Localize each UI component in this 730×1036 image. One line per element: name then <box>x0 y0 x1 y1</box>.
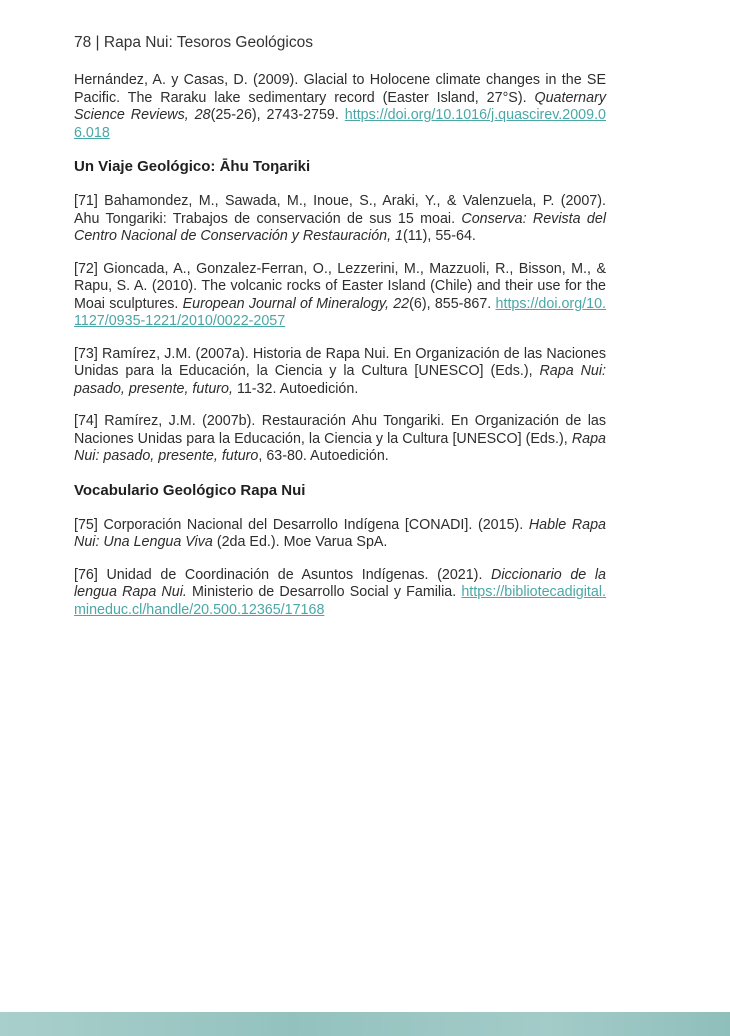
references-content <box>74 72 606 634</box>
reference-73 <box>74 346 606 399</box>
reference-doi-link[interactable]: https://doi.org/10.1127/0935-1221/2010/0022-2057 <box>74 295 606 329</box>
reference-text: [71] Bahamondez, M., Sawada, M., Inoue, S., Araki, Y., & Valenzuela, P. (2007). Ahu Tongariki: Trabajos de conservación de sus 15 moai. <box>74 193 606 227</box>
reference-book-title: Rapa Nui: pasado, presente, futuro <box>74 430 606 464</box>
reference-text: [72] Gioncada, A., Gonzalez-Ferran, O., Lezzerini, M., Mazzuoli, R., Bisson, M., & Rapu, S. A. (2010). The volcanic rocks of Easter Island (Chile) and their use for the Moai sculptures. <box>74 260 606 312</box>
reference-text: Hernández, A. y Casas, D. (2009). Glacial to Holocene climate changes in the SE Pacific. The Raraku lake sedimentary record (Easter Island, 27°S). <box>74 72 606 106</box>
reference-71 <box>74 193 606 246</box>
reference-book-title: Rapa Nui: pasado, presente, futuro, <box>74 363 607 397</box>
reference-journal: Quaternary Science Reviews, 28 <box>74 89 606 123</box>
reference-publisher: Ministerio de Desarrollo Social y Familia. <box>186 584 462 600</box>
section-title-ahu-tongariki: Un Viaje Geológico: Āhu Toŋariki <box>74 158 311 175</box>
reference-74 <box>74 413 606 466</box>
reference-76 <box>74 567 606 620</box>
reference-pages: 11-32. Autoedición. <box>232 380 359 397</box>
reference-book-title: Diccionario de la lengua Rapa Nui. <box>74 566 606 600</box>
footer-decorative-band <box>0 1012 730 1036</box>
reference-pages: (25-26), 2743-2759. <box>210 107 345 123</box>
reference-journal: European Journal of Mineralogy, 22 <box>182 295 410 312</box>
reference-text: [73] Ramírez, J.M. (2007a). Historia de Rapa Nui. En Organización de las Naciones Unidas para la Educación, la Ciencia y la Cultura [UNESCO] (Eds.), <box>74 345 606 379</box>
reference-doi-link[interactable]: https://doi.org/10.1016/j.quascirev.2009.06.018 <box>74 107 606 141</box>
reference-text: [76] Unidad de Coordinación de Asuntos Indígenas. (2021). <box>74 566 492 583</box>
reference-pages: , 63-80. Autoedición. <box>258 448 389 464</box>
reference-75 <box>74 517 606 552</box>
reference-book-title: Hable Rapa Nui: Una Lengua Viva <box>74 516 606 550</box>
reference-journal: Conserva: Revista del Centro Nacional de Conservación y Restauración, 1 <box>74 210 606 244</box>
section-title-vocabulario: Vocabulario Geológico Rapa Nui <box>74 481 306 499</box>
reference-pages: (11), 55-64. <box>403 228 476 244</box>
reference-hernandez <box>74 72 606 142</box>
reference-text: [74] Ramírez, J.M. (2007b). Restauración Ahu Tongariki. En Organización de las Naciones Unidas para la Educación, la Ciencia y la Cultura [UNESCO] (Eds.), <box>74 413 606 447</box>
reference-url-link[interactable]: https://bibliotecadigital.mineduc.cl/handle/20.500.12365/17168 <box>74 584 606 618</box>
reference-72 <box>74 261 606 331</box>
reference-pages: (6), 855-867. <box>409 295 496 312</box>
running-header: 78 | Rapa Nui: Tesoros Geológicos <box>74 34 313 51</box>
reference-publisher: (2da Ed.). Moe Varua SpA. <box>212 534 388 550</box>
reference-text: [75] Corporación Nacional del Desarrollo Indígena [CONADI]. (2015). <box>74 516 529 533</box>
